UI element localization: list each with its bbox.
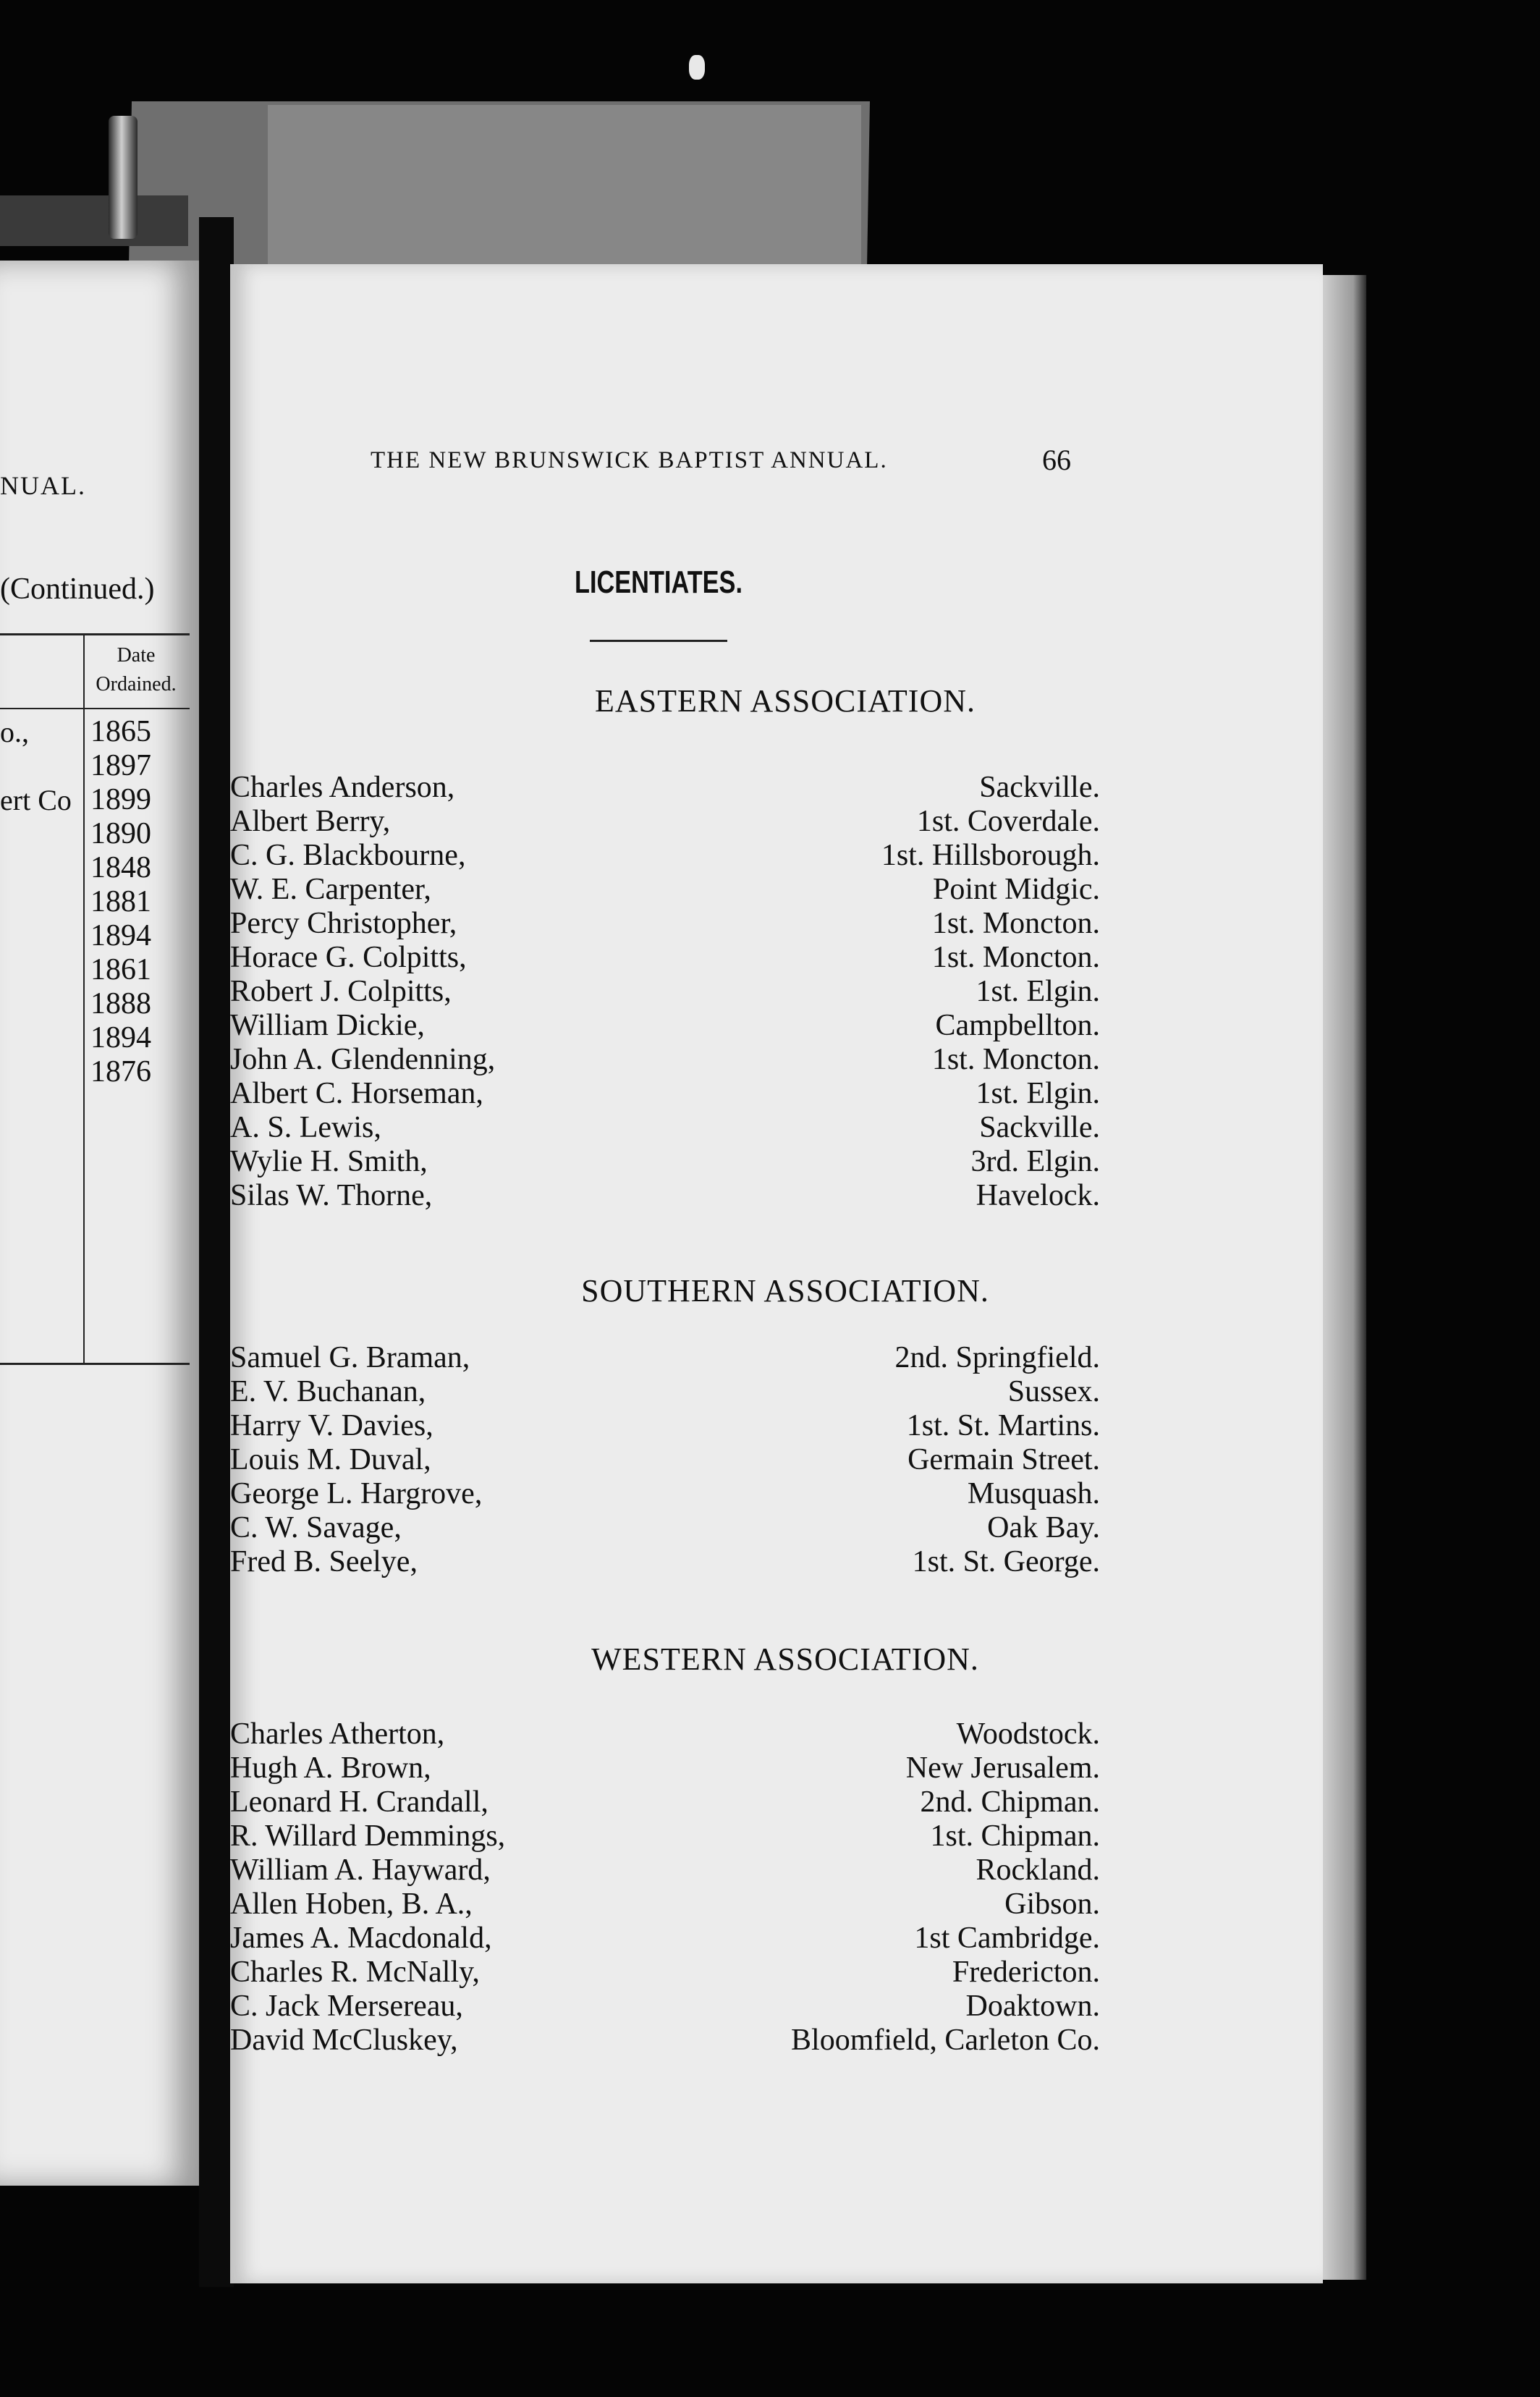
running-head: THE NEW BRUNSWICK BAPTIST ANNUAL. [371, 447, 888, 473]
licentiate-name: Samuel G. Braman, [230, 1341, 470, 1374]
row-year: 1899 [90, 783, 151, 816]
list-item [230, 1887, 1100, 1922]
licentiate-name: A. S. Lewis, [230, 1111, 381, 1144]
licentiate-name: C. W. Savage, [230, 1511, 402, 1544]
table-row [0, 783, 190, 817]
book-cover-edge [0, 195, 188, 246]
list-item [230, 2024, 1100, 2058]
licentiate-name: Albert Berry, [230, 805, 391, 838]
licentiate-name: George L. Hargrove, [230, 1477, 483, 1510]
licentiate-name: Albert C. Horseman, [230, 1077, 483, 1110]
licentiate-place: 1st. Elgin. [976, 1077, 1100, 1110]
licentiate-place: Musquash. [967, 1477, 1100, 1510]
licentiate-name: R. Willard Demmings, [230, 1819, 506, 1853]
row-year: 1890 [90, 817, 151, 850]
list-item [230, 1922, 1100, 1956]
row-year: 1897 [90, 749, 151, 782]
licentiate-place: Germain Street. [908, 1443, 1100, 1476]
table-row [0, 817, 190, 851]
licentiate-name: Wylie H. Smith, [230, 1145, 428, 1178]
licentiate-name: William Dickie, [230, 1009, 425, 1042]
table-row [0, 851, 190, 885]
licentiate-place: Sussex. [1007, 1375, 1100, 1408]
list-item [230, 1853, 1100, 1887]
licentiate-place: Woodstock. [956, 1717, 1100, 1751]
licentiate-name: James A. Macdonald, [230, 1922, 492, 1955]
list-item [230, 1443, 1100, 1477]
book-gutter [199, 217, 234, 2287]
scan-artifact [689, 55, 705, 80]
row-year: 1861 [90, 953, 151, 986]
licentiate-place: Sackville. [979, 1111, 1100, 1144]
licentiate-name: Percy Christopher, [230, 907, 457, 940]
left-continued-label: (Continued.) [0, 572, 155, 606]
list-item [230, 1545, 1100, 1579]
column-header-line: Ordained. [96, 673, 177, 696]
licentiate-place: 1st. Moncton. [931, 1043, 1100, 1076]
licentiate-place: 1st. Elgin. [976, 975, 1100, 1008]
list-item [230, 1717, 1100, 1751]
licentiate-place: Rockland. [976, 1853, 1100, 1887]
page-title: LICENTIATES. [574, 565, 742, 600]
table-row [0, 749, 190, 783]
table-row [0, 715, 190, 749]
licentiate-place: 1st Cambridge. [914, 1922, 1100, 1955]
list-item [230, 1375, 1100, 1409]
western-entries [230, 1717, 1100, 2058]
page-number: 66 [1042, 444, 1071, 476]
list-item [230, 1043, 1100, 1077]
table-header-rule [0, 708, 190, 709]
licentiate-place: 1st. Moncton. [931, 907, 1100, 940]
list-item [230, 941, 1100, 975]
table-row [0, 885, 190, 919]
column-header-line: Date [117, 644, 156, 667]
list-item [230, 1990, 1100, 2024]
licentiate-place: Sackville. [979, 771, 1100, 804]
list-item [230, 873, 1100, 907]
list-item [230, 907, 1100, 941]
list-item [230, 1751, 1100, 1785]
list-item [230, 1511, 1100, 1545]
row-year: 1865 [90, 715, 151, 748]
date-ordained-header [85, 641, 187, 699]
licentiate-name: Charles Anderson, [230, 771, 455, 804]
licentiate-place: Bloomfield, Carleton Co. [791, 2024, 1100, 2057]
list-item [230, 1785, 1100, 1819]
list-item [230, 1819, 1100, 1853]
licentiate-name: Charles R. McNally, [230, 1956, 480, 1989]
licentiate-place: Fredericton. [952, 1956, 1100, 1989]
licentiate-name: William A. Hayward, [230, 1853, 491, 1887]
row-name: o., [0, 716, 29, 748]
list-item [230, 1956, 1100, 1990]
list-item [230, 1409, 1100, 1443]
list-item [230, 771, 1100, 805]
licentiate-name: Hugh A. Brown, [230, 1751, 431, 1785]
list-item [230, 1341, 1100, 1375]
row-year: 1876 [90, 1055, 151, 1088]
left-running-head: NUAL. [0, 471, 86, 500]
row-year: 1894 [90, 919, 151, 952]
table-row [0, 953, 190, 987]
licentiate-place: 2nd. Springfield. [894, 1341, 1100, 1374]
row-year: 1881 [90, 885, 151, 918]
list-item [230, 975, 1100, 1009]
licentiate-name: Allen Hoben, B. A., [230, 1887, 473, 1921]
licentiate-place: 1st. Chipman. [930, 1819, 1100, 1853]
row-year: 1888 [90, 987, 151, 1020]
southern-association-heading: SOUTHERN ASSOCIATION. [581, 1273, 989, 1309]
licentiate-place: Oak Bay. [987, 1511, 1100, 1544]
licentiate-place: 1st. Moncton. [931, 941, 1100, 974]
list-item [230, 1009, 1100, 1043]
licentiate-name: C. G. Blackbourne, [230, 839, 466, 872]
eastern-entries [230, 771, 1100, 1213]
licentiate-place: 1st. St. George. [912, 1545, 1100, 1578]
list-item [230, 805, 1100, 839]
southern-entries [230, 1341, 1100, 1579]
left-ordination-table [0, 633, 190, 1365]
row-year: 1848 [90, 851, 151, 884]
licentiate-name: W. E. Carpenter, [230, 873, 431, 906]
table-row [0, 1021, 190, 1055]
licentiate-name: Fred B. Seelye, [230, 1545, 418, 1578]
licentiate-name: Harry V. Davies, [230, 1409, 433, 1442]
licentiate-place: Campbellton. [935, 1009, 1100, 1042]
title-rule [590, 640, 727, 642]
licentiate-place: Point Midgic. [932, 873, 1100, 906]
licentiate-name: David McCluskey, [230, 2024, 458, 2057]
left-table-rows [0, 715, 190, 1089]
licentiate-name: C. Jack Mersereau, [230, 1990, 463, 2023]
licentiate-name: John A. Glendenning, [230, 1043, 496, 1076]
table-row [0, 1055, 190, 1089]
list-item [230, 1145, 1100, 1179]
row-year: 1894 [90, 1021, 151, 1054]
licentiate-name: Louis M. Duval, [230, 1443, 431, 1476]
licentiate-place: 2nd. Chipman. [920, 1785, 1100, 1819]
list-item [230, 1077, 1100, 1111]
table-row [0, 919, 190, 953]
licentiate-place: 1st. Coverdale. [916, 805, 1100, 838]
book-cloth-texture [268, 105, 861, 264]
row-name: ert Co [0, 784, 72, 816]
left-facing-page [0, 261, 199, 2186]
table-row [0, 987, 190, 1021]
licentiate-name: Robert J. Colpitts, [230, 975, 452, 1008]
list-item [230, 1111, 1100, 1145]
eastern-association-heading: EASTERN ASSOCIATION. [594, 683, 976, 719]
licentiate-name: Charles Atherton, [230, 1717, 445, 1751]
licentiate-name: Silas W. Thorne, [230, 1179, 433, 1212]
book-binding-roll [109, 116, 138, 239]
licentiate-place: 1st. St. Martins. [906, 1409, 1100, 1442]
licentiate-place: 1st. Hillsborough. [881, 839, 1100, 872]
licentiate-place: 3rd. Elgin. [970, 1145, 1100, 1178]
licentiate-place: Havelock. [976, 1179, 1100, 1212]
licentiate-place: Doaktown. [965, 1990, 1100, 2023]
list-item [230, 1179, 1100, 1213]
licentiate-place: Gibson. [1004, 1887, 1100, 1921]
licentiate-name: Leonard H. Crandall, [230, 1785, 488, 1819]
western-association-heading: WESTERN ASSOCIATION. [591, 1641, 979, 1677]
licentiate-name: E. V. Buchanan, [230, 1375, 426, 1408]
list-item [230, 839, 1100, 873]
licentiate-place: New Jerusalem. [905, 1751, 1100, 1785]
licentiate-name: Horace G. Colpitts, [230, 941, 467, 974]
list-item [230, 1477, 1100, 1511]
